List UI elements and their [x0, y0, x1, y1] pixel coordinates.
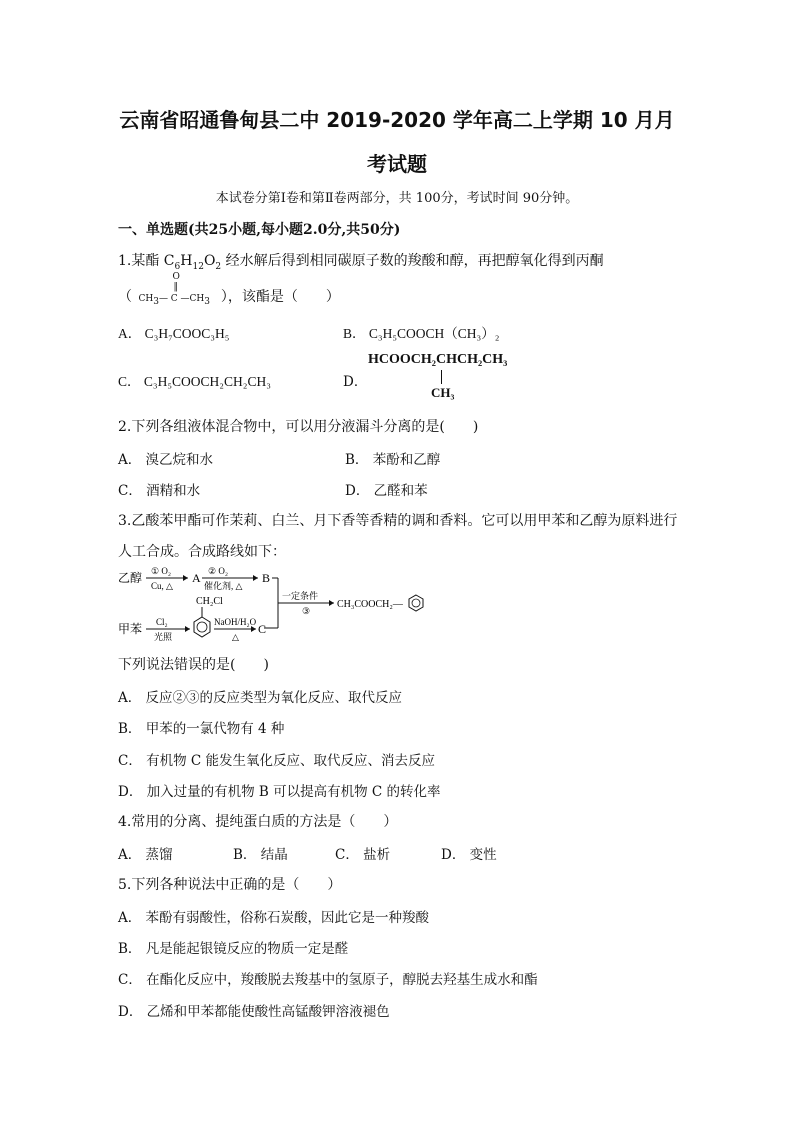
- q1-sub: 12: [192, 261, 204, 272]
- q1-option-d-label[interactable]: D．: [343, 374, 368, 390]
- q5-option-d[interactable]: D． 乙烯和甲苯都能使酸性高锰酸钾溶液褪色: [118, 1004, 390, 1020]
- scheme-naoh-bot: △: [232, 632, 239, 642]
- q2-option-b[interactable]: B． 苯酚和乙醇: [345, 452, 441, 468]
- q3-question: 下列说法错误的是( ): [118, 657, 269, 673]
- q4-stem: 4.常用的分离、提纯蛋白质的方法是（ ）: [118, 814, 398, 830]
- q1-stem-part: 经水解后得到相同碳原子数的羧酸和醇，再把醇氧化得到丙酮: [221, 253, 604, 269]
- benzyl-ring-icon: [194, 617, 210, 637]
- q1-option-a[interactable]: A． C₃H₇COOC₃H₅: [118, 326, 230, 341]
- q1-option-c[interactable]: C． C₃H₅COOCH₂CH₂CH₃: [118, 374, 271, 389]
- q3-option-a[interactable]: A． 反应②③的反应类型为氧化反应、取代反应: [118, 690, 403, 706]
- q3-option-b[interactable]: B． 甲苯的一氯代物有 4 种: [118, 721, 285, 737]
- scheme-r1-bot: Cu, △: [151, 581, 173, 591]
- q4-option-d[interactable]: D． 变性: [441, 847, 497, 863]
- q1-stem-part: H: [180, 253, 193, 269]
- arrowhead-1: [183, 575, 188, 581]
- q1-sub: 6: [174, 261, 181, 272]
- q5-option-b[interactable]: B． 凡是能起银镜反应的物质一定是醛: [118, 941, 349, 957]
- acetone-structure: [136, 272, 216, 307]
- scheme-benzyl-group: CH₂Cl: [196, 596, 223, 607]
- q1-option-d-branch: CH₃: [431, 385, 455, 400]
- q3-stem-line2: 人工合成。合成路线如下：: [118, 544, 286, 560]
- scheme-r3-bot: ③: [302, 606, 311, 616]
- q1-stem: [118, 250, 604, 272]
- scheme-a: A: [192, 571, 201, 585]
- benzyl-ring-circle-icon: [197, 622, 207, 632]
- q3-option-c[interactable]: C． 有机物 C 能发生氧化反应、取代反应、消去反应: [118, 753, 436, 769]
- acetone-double-bond: ‖: [173, 282, 178, 292]
- scheme-r3-top: 一定条件: [282, 591, 319, 601]
- q4-option-a[interactable]: A． 蒸馏: [118, 847, 173, 863]
- acetone-backbone: — C —CH: [158, 294, 205, 304]
- scheme-r1-top: ① O₂: [151, 566, 171, 576]
- exam-title-line1: 云南省昭通鲁甸县二中 2019-2020 学年高二上学期 10 月月: [119, 108, 675, 132]
- q2-option-c[interactable]: C． 酒精和水: [118, 483, 201, 499]
- q1-stem-part: O: [203, 253, 216, 269]
- scheme-r2-bot: 催化剂, △: [204, 581, 243, 591]
- q3-option-d[interactable]: D． 加入过量的有机物 B 可以提高有机物 C 的转化率: [118, 784, 441, 800]
- scheme-product: CH₃COOCH₂—: [337, 599, 403, 610]
- scheme-c: C: [258, 622, 267, 636]
- paren-close: ），该酯是（ ）: [220, 289, 340, 305]
- benzene-ring-icon: [409, 595, 423, 611]
- q5-stem: 5.下列各种说法中正确的是（ ）: [118, 877, 342, 893]
- q3-stem-line1: 3.乙酸苯甲酯可作茉莉、白兰、月下香等香精的调和香料。它可以用甲苯和乙醇为原料进行: [118, 513, 678, 529]
- acetone-ch3: CH: [138, 294, 154, 304]
- arrowhead-2: [253, 575, 258, 581]
- exam-intro: 本试卷分第Ⅰ卷和第Ⅱ卷两部分，共 100分，考试时间 90分钟。: [215, 191, 579, 206]
- scheme-ethanol: 乙醇: [118, 571, 143, 585]
- synthesis-scheme: [116, 564, 436, 644]
- q1-sub: 2: [215, 261, 222, 272]
- acetone-chain: [138, 294, 210, 307]
- paren-open: （: [118, 289, 132, 305]
- q5-option-c[interactable]: C． 在酯化反应中，羧酸脱去羧基中的氢原子，醇脱去羟基生成水和酯: [118, 972, 538, 988]
- q1-acetone-line: [118, 272, 340, 307]
- scheme-naoh-top: NaOH/H₂O: [214, 617, 257, 627]
- scheme-cl2-top: Cl₂: [156, 617, 168, 627]
- scheme-b: B: [262, 571, 271, 585]
- q4-option-b[interactable]: B． 结晶: [233, 847, 288, 863]
- scheme-cl2-bot: 光照: [154, 632, 173, 642]
- section-heading: 一、单选题(共25小题,每小题2.0分,共50分): [118, 222, 401, 238]
- q1-option-d-formula: HCOOCH₂CHCH₂CH₃: [368, 352, 508, 367]
- acetone-sub: 3: [153, 296, 159, 307]
- exam-title-line2: 考试题: [367, 152, 427, 176]
- scheme-toluene: 甲苯: [118, 622, 143, 636]
- q5-option-a[interactable]: A． 苯酚有弱酸性，俗称石炭酸，因此它是一种羧酸: [118, 910, 430, 926]
- q1-stem-part: 1.某酯 C: [118, 253, 175, 269]
- arrowhead-3: [329, 600, 334, 606]
- q2-option-a[interactable]: A． 溴乙烷和水: [118, 452, 214, 468]
- benzene-circle-icon: [412, 599, 420, 607]
- q2-option-d[interactable]: D． 乙醛和苯: [345, 483, 428, 499]
- q2-stem: 2.下列各组液体混合物中，可以用分液漏斗分离的是( ): [118, 419, 479, 435]
- acetone-sub: 3: [204, 296, 211, 307]
- q1-option-d-branch-bond: [441, 370, 442, 384]
- q1-option-b[interactable]: B． C₃H₅COOCH（CH₃）₂: [343, 326, 500, 341]
- scheme-r2-top: ② O₂: [208, 566, 228, 576]
- arrowhead-4: [185, 626, 190, 632]
- acetone-oxygen: O: [172, 272, 180, 282]
- q4-option-c[interactable]: C． 盐析: [335, 847, 391, 863]
